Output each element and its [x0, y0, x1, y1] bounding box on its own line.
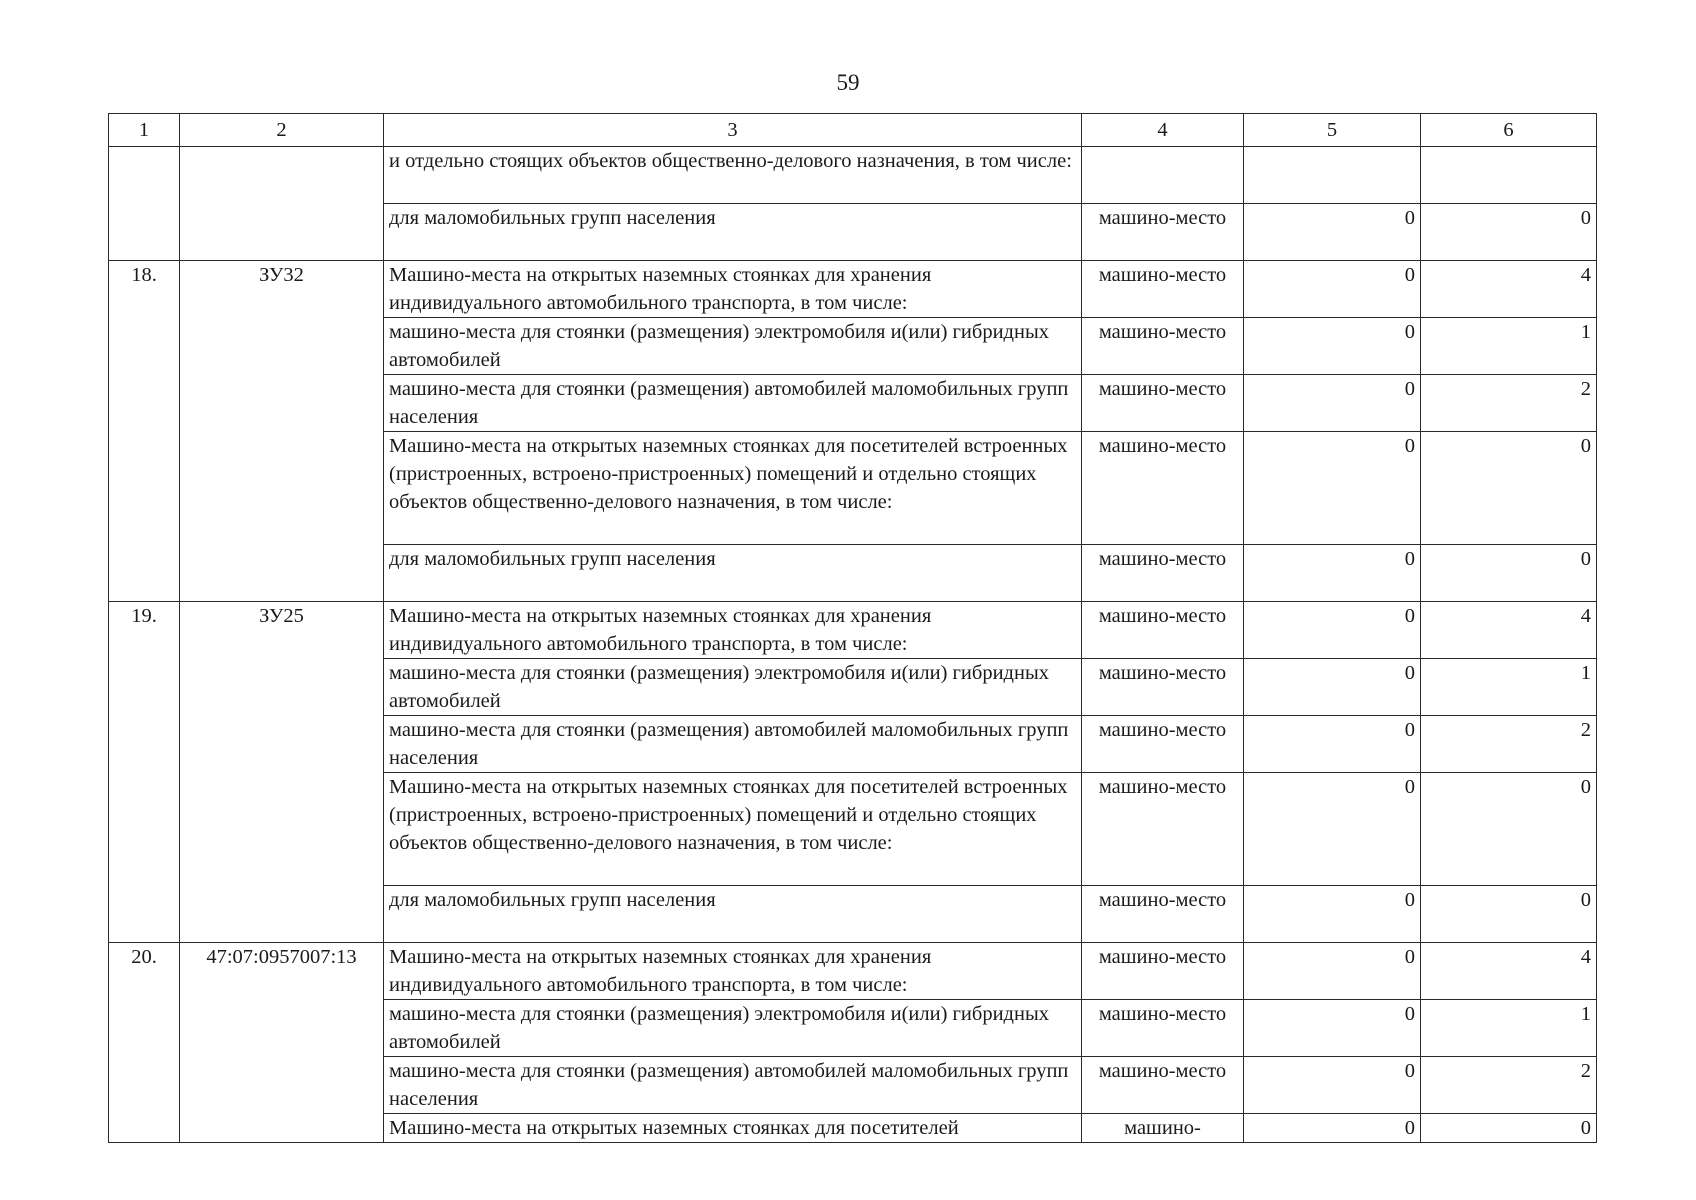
- unit-cell: [1082, 147, 1244, 204]
- description-cell: машино-места для стоянки (размещения) автомобилей маломобильных групп населения: [384, 375, 1082, 432]
- row-number-cell: [109, 147, 180, 261]
- unit-cell: машино-место: [1082, 943, 1244, 1000]
- land-plot-cell: ЗУ32: [180, 261, 384, 602]
- land-plot-cell: ЗУ25: [180, 602, 384, 943]
- row-number-cell: 20.: [109, 943, 180, 1143]
- description-cell: машино-места для стоянки (размещения) электромобиля и(или) гибридных автомобилей: [384, 1000, 1082, 1057]
- column-header-1: 1: [109, 114, 180, 147]
- value-col6-cell: 2: [1421, 716, 1597, 773]
- unit-cell: машино-место: [1082, 432, 1244, 545]
- unit-cell: машино-место: [1082, 375, 1244, 432]
- description-cell: машино-места для стоянки (размещения) электромобиля и(или) гибридных автомобилей: [384, 659, 1082, 716]
- land-plot-cell: 47:07:0957007:13: [180, 943, 384, 1143]
- value-col6-cell: [1421, 147, 1597, 204]
- page-number: 59: [836, 70, 860, 95]
- value-col5-cell: 0: [1244, 204, 1421, 261]
- description-cell: Машино-места на открытых наземных стоянках для хранения индивидуального автомобильного транспорта, в том числе:: [384, 261, 1082, 318]
- description-cell: для маломобильных групп населения: [384, 886, 1082, 943]
- value-col6-cell: 2: [1421, 375, 1597, 432]
- value-col5-cell: 0: [1244, 545, 1421, 602]
- description-cell: и отдельно стоящих объектов общественно-делового назначения, в том числе:: [384, 147, 1082, 204]
- unit-cell: машино-: [1082, 1114, 1244, 1143]
- table-body: [109, 114, 1597, 1143]
- row-number-cell: 19.: [109, 602, 180, 943]
- value-col6-cell: 0: [1421, 204, 1597, 261]
- value-col6-cell: 0: [1421, 545, 1597, 602]
- column-header-5: 5: [1244, 114, 1421, 147]
- description-cell: Машино-места на открытых наземных стоянках для посетителей: [384, 1114, 1082, 1143]
- row-number-cell: 18.: [109, 261, 180, 602]
- value-col6-cell: 0: [1421, 773, 1597, 886]
- description-cell: для маломобильных групп населения: [384, 545, 1082, 602]
- description-cell: машино-места для стоянки (размещения) автомобилей маломобильных групп населения: [384, 1057, 1082, 1114]
- unit-cell: машино-место: [1082, 659, 1244, 716]
- value-col5-cell: 0: [1244, 773, 1421, 886]
- value-col5-cell: 0: [1244, 659, 1421, 716]
- value-col5-cell: 0: [1244, 1057, 1421, 1114]
- value-col6-cell: 0: [1421, 886, 1597, 943]
- unit-cell: машино-место: [1082, 318, 1244, 375]
- value-col5-cell: 0: [1244, 1000, 1421, 1057]
- table-row: [109, 261, 1597, 318]
- value-col5-cell: 0: [1244, 1114, 1421, 1143]
- table-row: [109, 602, 1597, 659]
- value-col5-cell: [1244, 147, 1421, 204]
- parking-spaces-table: [108, 113, 1597, 1143]
- description-cell: для маломобильных групп населения: [384, 204, 1082, 261]
- value-col6-cell: 1: [1421, 318, 1597, 375]
- value-col6-cell: 2: [1421, 1057, 1597, 1114]
- unit-cell: машино-место: [1082, 545, 1244, 602]
- value-col6-cell: 0: [1421, 432, 1597, 545]
- value-col6-cell: 4: [1421, 261, 1597, 318]
- unit-cell: машино-место: [1082, 261, 1244, 318]
- value-col5-cell: 0: [1244, 432, 1421, 545]
- value-col5-cell: 0: [1244, 375, 1421, 432]
- value-col6-cell: 1: [1421, 1000, 1597, 1057]
- table-row: [109, 147, 1597, 204]
- column-header-3: 3: [384, 114, 1082, 147]
- description-cell: машино-места для стоянки (размещения) электромобиля и(или) гибридных автомобилей: [384, 318, 1082, 375]
- value-col5-cell: 0: [1244, 716, 1421, 773]
- value-col6-cell: 4: [1421, 602, 1597, 659]
- unit-cell: машино-место: [1082, 1000, 1244, 1057]
- unit-cell: машино-место: [1082, 602, 1244, 659]
- unit-cell: машино-место: [1082, 886, 1244, 943]
- description-cell: Машино-места на открытых наземных стоянках для хранения индивидуального автомобильного транспорта, в том числе:: [384, 943, 1082, 1000]
- value-col5-cell: 0: [1244, 318, 1421, 375]
- unit-cell: машино-место: [1082, 204, 1244, 261]
- value-col5-cell: 0: [1244, 261, 1421, 318]
- description-cell: Машино-места на открытых наземных стоянках для посетителей встроенных (пристроенных, встроено-пристроенных) помещений и отдельно стоящих объектов общественно-делового назначения, в том числе:: [384, 432, 1082, 545]
- value-col6-cell: 0: [1421, 1114, 1597, 1143]
- value-col5-cell: 0: [1244, 886, 1421, 943]
- table-header-row: [109, 114, 1597, 147]
- land-plot-cell: [180, 147, 384, 261]
- value-col6-cell: 1: [1421, 659, 1597, 716]
- description-cell: Машино-места на открытых наземных стоянках для хранения индивидуального автомобильного транспорта, в том числе:: [384, 602, 1082, 659]
- unit-cell: машино-место: [1082, 716, 1244, 773]
- value-col5-cell: 0: [1244, 943, 1421, 1000]
- column-header-4: 4: [1082, 114, 1244, 147]
- column-header-2: 2: [180, 114, 384, 147]
- description-cell: машино-места для стоянки (размещения) автомобилей маломобильных групп населения: [384, 716, 1082, 773]
- column-header-6: 6: [1421, 114, 1597, 147]
- unit-cell: машино-место: [1082, 773, 1244, 886]
- value-col6-cell: 4: [1421, 943, 1597, 1000]
- value-col5-cell: 0: [1244, 602, 1421, 659]
- description-cell: Машино-места на открытых наземных стоянках для посетителей встроенных (пристроенных, встроено-пристроенных) помещений и отдельно стоящих объектов общественно-делового назначения, в том числе:: [384, 773, 1082, 886]
- table-row: [109, 943, 1597, 1000]
- unit-cell: машино-место: [1082, 1057, 1244, 1114]
